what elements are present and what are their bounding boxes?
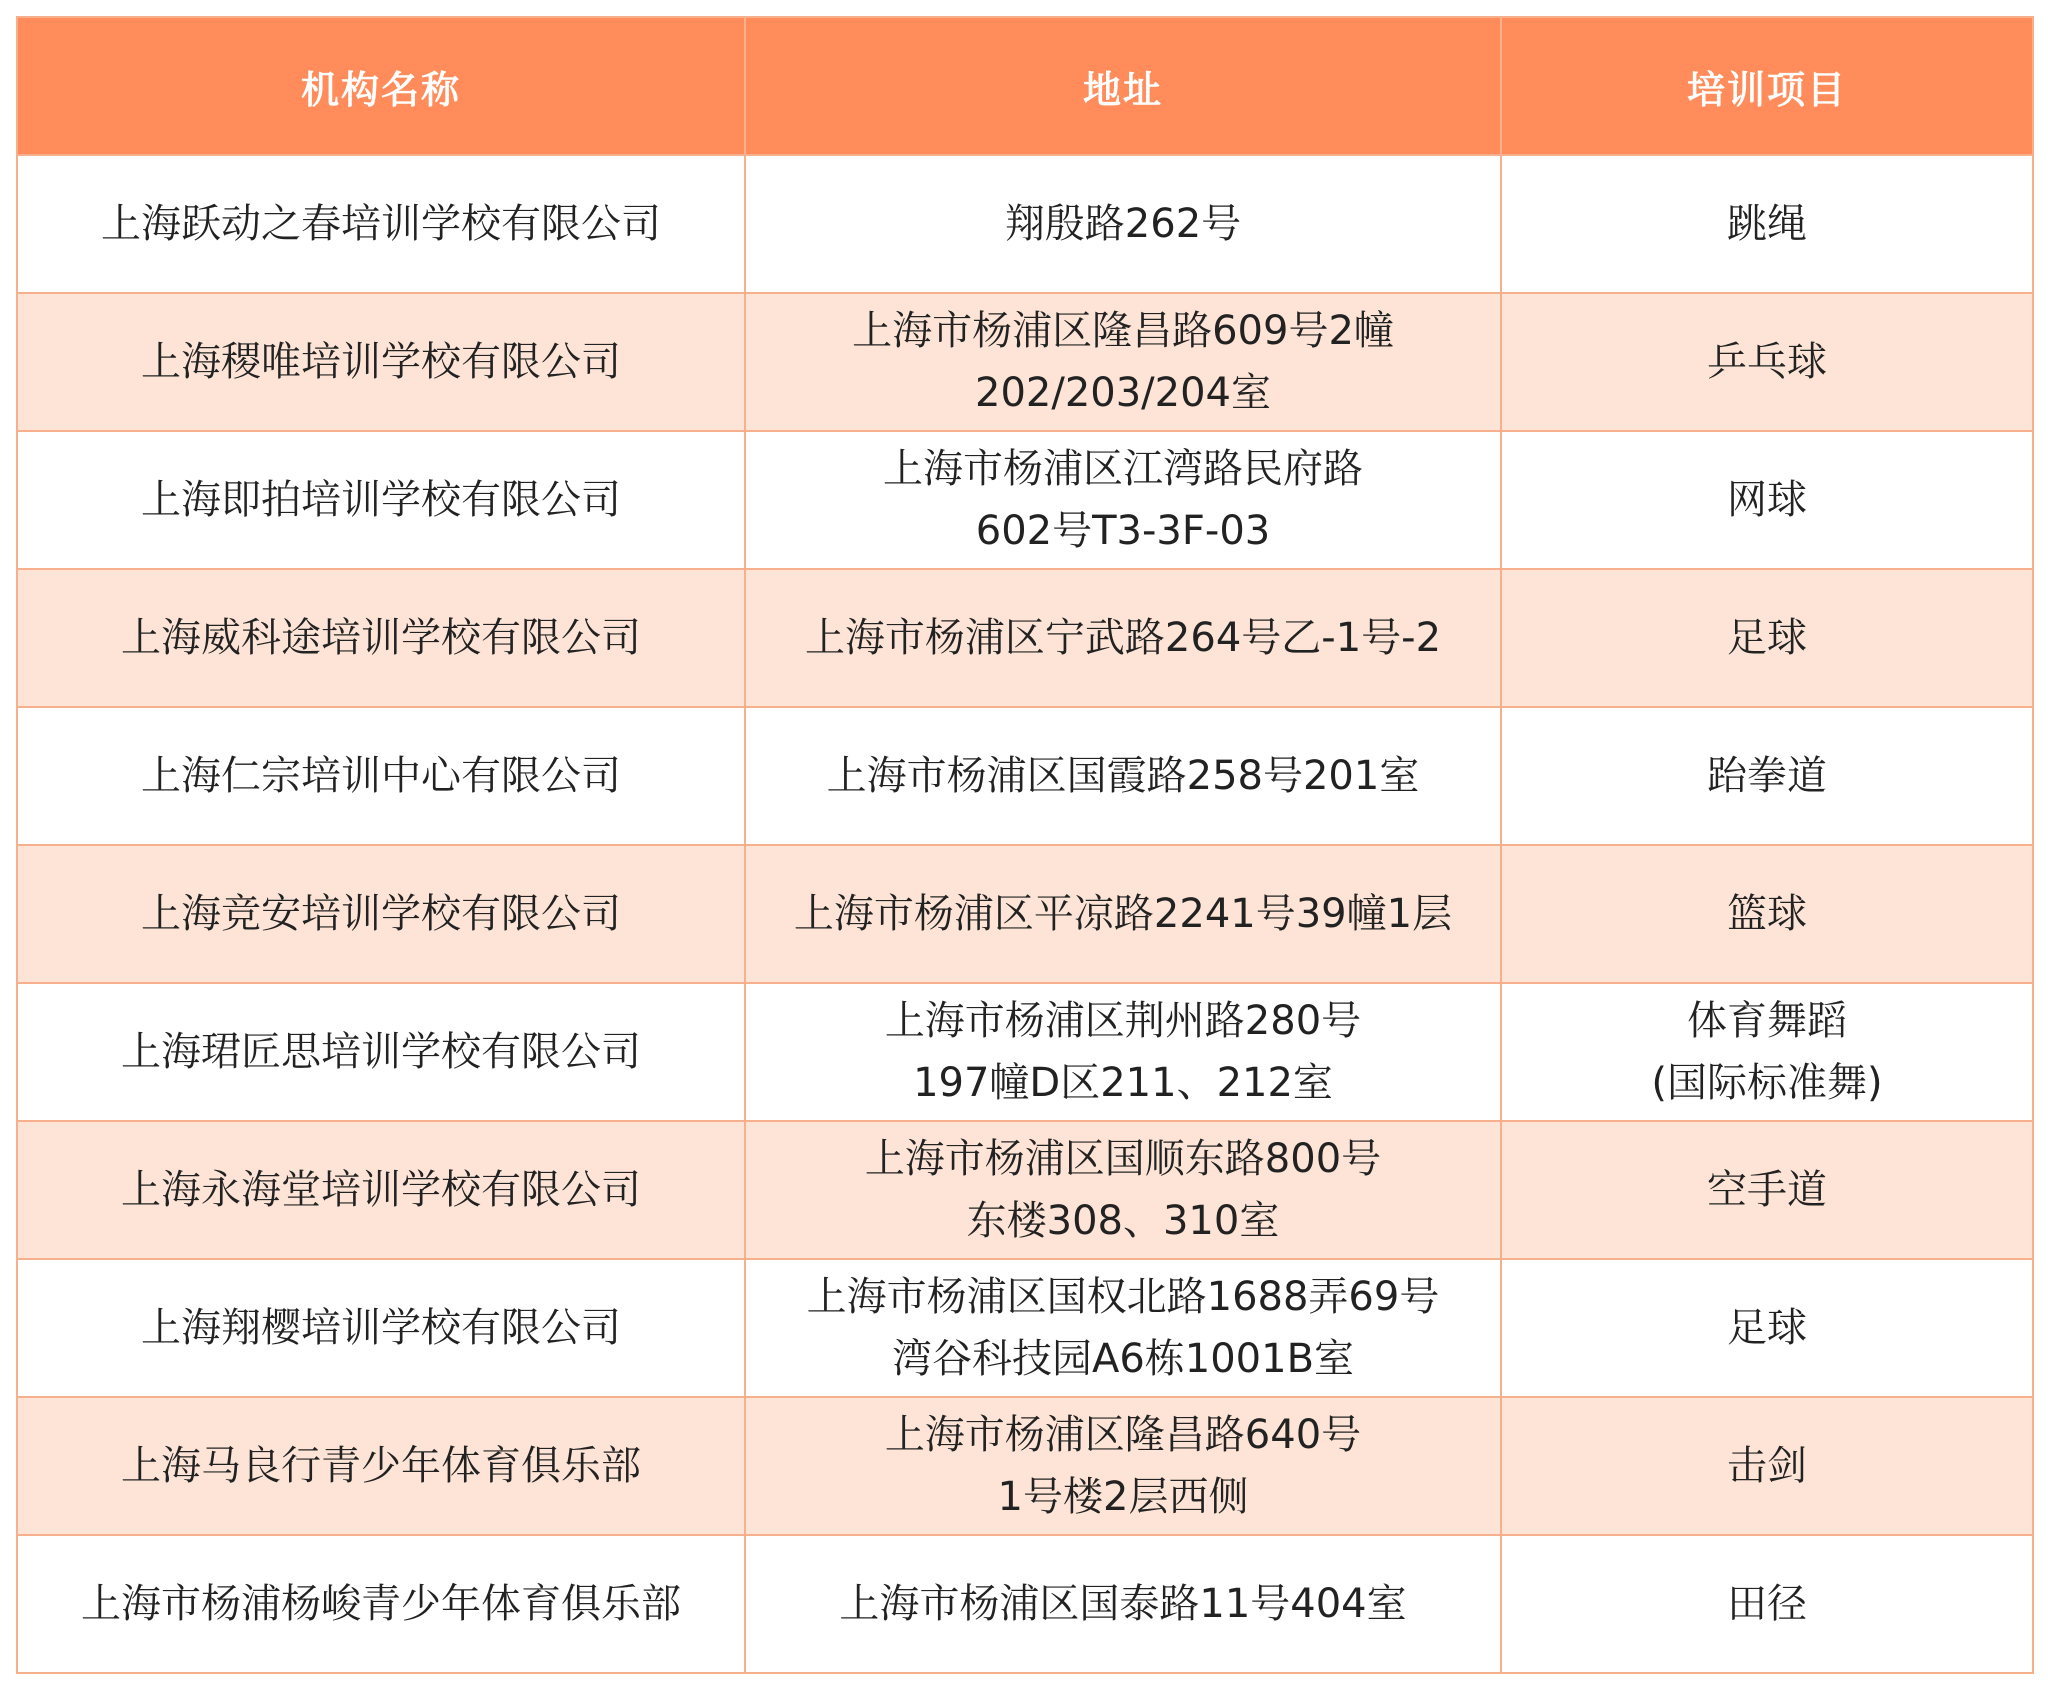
header-institution-name: 机构名称: [17, 17, 745, 155]
address-line: 翔殷路262号: [1004, 201, 1242, 247]
cell-address: [745, 293, 1501, 431]
address-line: 1号楼2层西侧: [997, 1474, 1249, 1520]
table-row: [17, 155, 2033, 293]
header-training-program: 培训项目: [1501, 17, 2033, 155]
address-line: 上海市杨浦区国顺东路800号: [864, 1136, 1382, 1182]
cell-training-program: [1501, 1535, 2033, 1673]
address-line: 上海市杨浦区荆州路280号: [884, 998, 1362, 1044]
address-line: 上海市杨浦区宁武路264号乙-1号-2: [804, 615, 1442, 661]
cell-address: [745, 155, 1501, 293]
cell-institution-name: 上海永海堂培训学校有限公司: [17, 1121, 745, 1259]
cell-address: [745, 845, 1501, 983]
cell-institution-name: 上海竞安培训学校有限公司: [17, 845, 745, 983]
cell-address: [745, 431, 1501, 569]
cell-institution-name: 上海珺匠思培训学校有限公司: [17, 983, 745, 1121]
table-row: [17, 569, 2033, 707]
table-row: [17, 293, 2033, 431]
cell-institution-name: 上海马良行青少年体育俱乐部: [17, 1397, 745, 1535]
address-line: 602号T3-3F-03: [975, 508, 1271, 554]
address-line: 上海市杨浦区国霞路258号201室: [826, 753, 1420, 799]
cell-address: [745, 1121, 1501, 1259]
header-address: 地址: [745, 17, 1501, 155]
cell-training-program: [1501, 845, 2033, 983]
table-row: [17, 1121, 2033, 1259]
table-row: [17, 1397, 2033, 1535]
cell-training-program: [1501, 1397, 2033, 1535]
table-row: [17, 431, 2033, 569]
cell-training-program: [1501, 155, 2033, 293]
address-line: 上海市杨浦区江湾路民府路: [883, 446, 1363, 492]
table-row: [17, 1535, 2033, 1673]
cell-training-program: [1501, 1121, 2033, 1259]
address-line: 东楼308、310室: [966, 1198, 1280, 1244]
cell-institution-name: 上海威科途培训学校有限公司: [17, 569, 745, 707]
program-line: 田径: [1727, 1581, 1807, 1627]
program-line: 篮球: [1727, 891, 1807, 937]
cell-institution-name: 上海翔樱培训学校有限公司: [17, 1259, 745, 1397]
address-line: 197幢D区211、212室: [913, 1060, 1333, 1106]
cell-address: [745, 1397, 1501, 1535]
program-line: (国际标准舞): [1651, 1060, 1883, 1106]
program-line: 足球: [1727, 1305, 1807, 1351]
cell-training-program: [1501, 569, 2033, 707]
cell-training-program: [1501, 431, 2033, 569]
cell-institution-name: 上海即拍培训学校有限公司: [17, 431, 745, 569]
cell-institution-name: 上海稷唯培训学校有限公司: [17, 293, 745, 431]
cell-institution-name: 上海跃动之春培训学校有限公司: [17, 155, 745, 293]
cell-training-program: [1501, 293, 2033, 431]
cell-address: [745, 1535, 1501, 1673]
address-line: 上海市杨浦区隆昌路609号2幢: [852, 308, 1394, 354]
address-line: 上海市杨浦区国权北路1688弄69号: [806, 1274, 1440, 1320]
program-line: 乒乓球: [1707, 339, 1827, 385]
cell-institution-name: 上海市杨浦杨峻青少年体育俱乐部: [17, 1535, 745, 1673]
address-line: 上海市杨浦区平凉路2241号39幢1层: [793, 891, 1453, 937]
program-line: 足球: [1727, 615, 1807, 661]
program-line: 跳绳: [1727, 201, 1807, 247]
cell-training-program: [1501, 1259, 2033, 1397]
training-institutions-table: [16, 16, 2034, 1674]
cell-address: [745, 707, 1501, 845]
program-line: 空手道: [1707, 1167, 1827, 1213]
address-line: 湾谷科技园A6栋1001B室: [891, 1336, 1355, 1382]
cell-address: [745, 983, 1501, 1121]
cell-training-program: [1501, 983, 2033, 1121]
cell-address: [745, 1259, 1501, 1397]
cell-training-program: [1501, 707, 2033, 845]
header-row: [17, 17, 2033, 155]
cell-institution-name: 上海仁宗培训中心有限公司: [17, 707, 745, 845]
program-line: 体育舞蹈: [1687, 998, 1847, 1044]
program-line: 击剑: [1727, 1443, 1807, 1489]
table-row: [17, 845, 2033, 983]
table-header: [17, 17, 2033, 155]
table-row: [17, 983, 2033, 1121]
table-body: [17, 155, 2033, 1673]
address-line: 上海市杨浦区隆昌路640号: [884, 1412, 1362, 1458]
address-line: 202/203/204室: [975, 370, 1271, 416]
table-row: [17, 707, 2033, 845]
table-row: [17, 1259, 2033, 1397]
program-line: 跆拳道: [1707, 753, 1827, 799]
program-line: 网球: [1727, 477, 1807, 523]
cell-address: [745, 569, 1501, 707]
address-line: 上海市杨浦区国泰路11号404室: [839, 1581, 1407, 1627]
